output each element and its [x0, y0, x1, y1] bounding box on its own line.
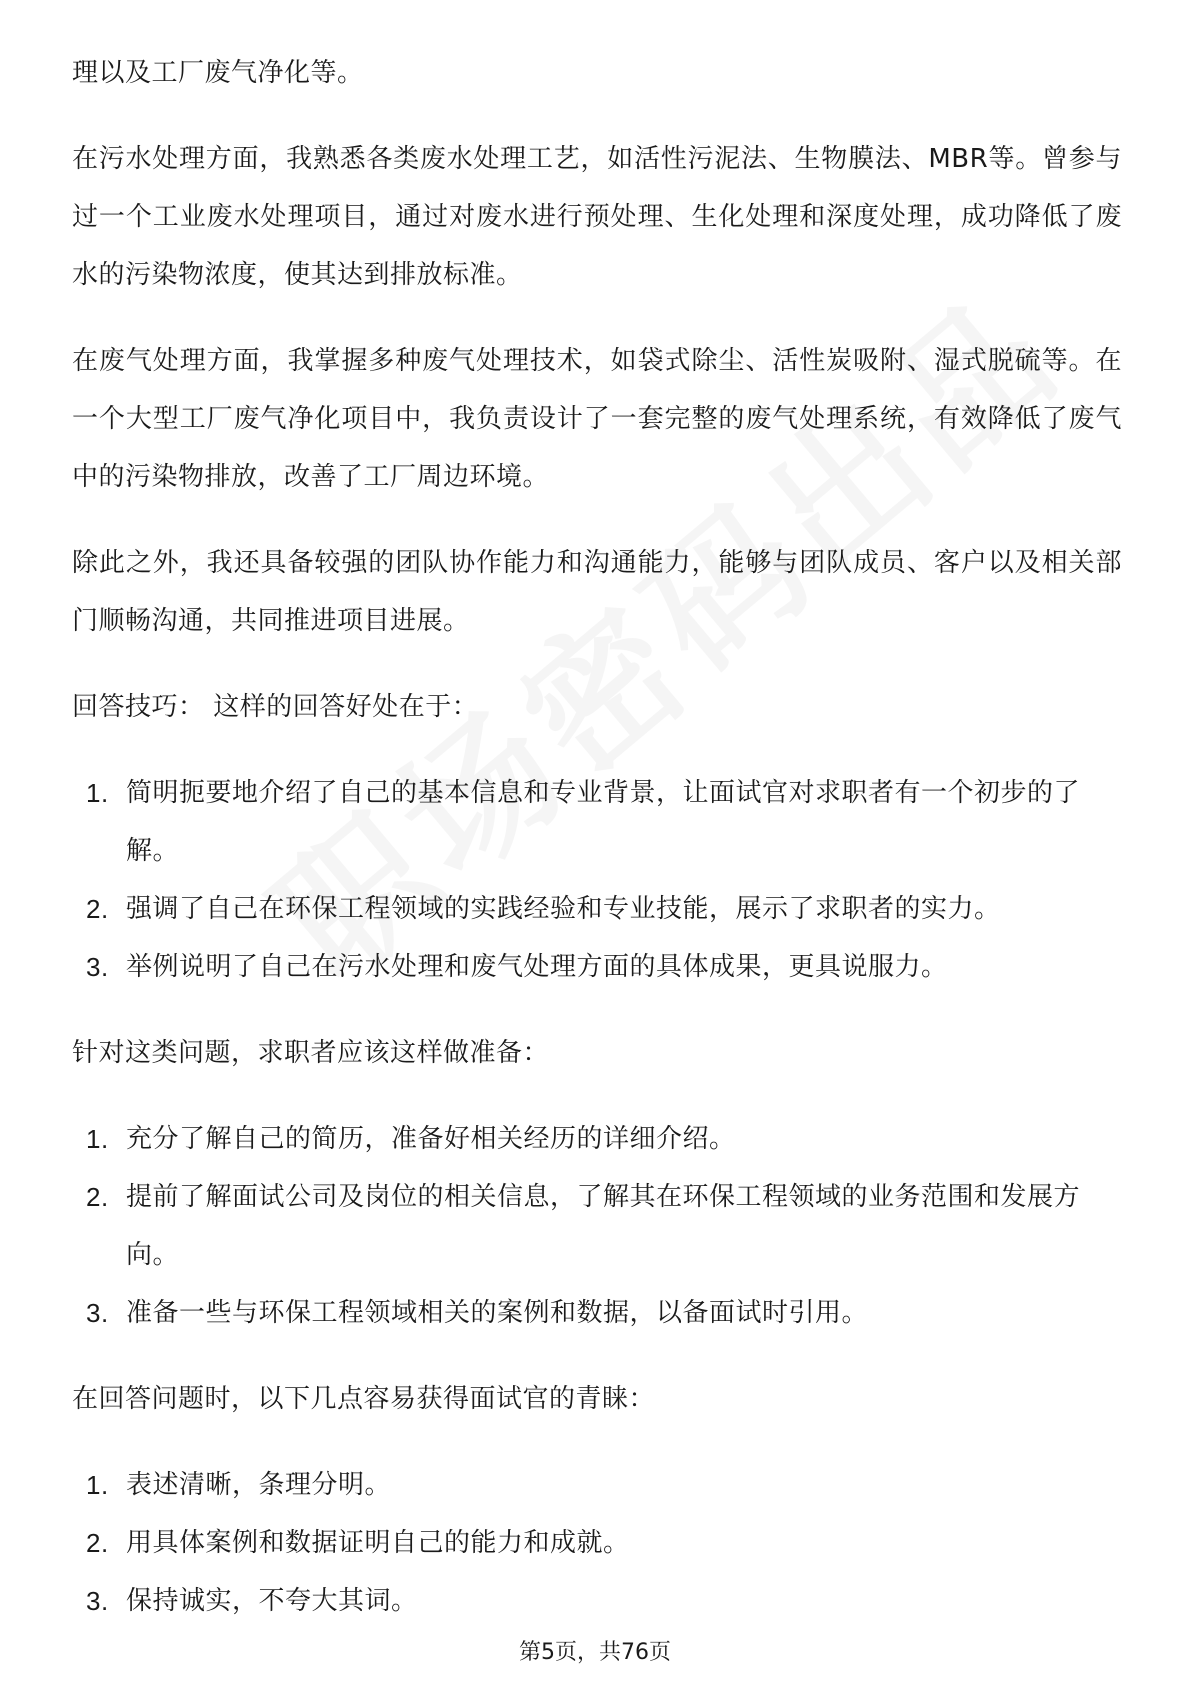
list-item [72, 1168, 1122, 1284]
list-item-text: 表述清晰，条理分明。 [126, 1470, 392, 1500]
paragraph-intro-tail: 理以及工厂废气净化等。 [72, 58, 364, 88]
list-item-text: 简明扼要地介绍了自己的基本信息和专业背景，让面试官对求职者有一个初步的了解。 [126, 778, 1081, 866]
list-item-text: 强调了自己在环保工程领域的实践经验和专业技能，展示了求职者的实力。 [126, 894, 1001, 924]
list-number: 2. [86, 894, 109, 924]
paragraph-wastewater: 在污水处理方面，我熟悉各类废水处理工艺，如活性污泥法、生物膜法、MBR等。曾参与过一个工业废水处理项目，通过对废水进行预处理、生化处理和深度处理，成功降低了废水的污染物浓度，使其达到排放标准。 [72, 144, 1122, 290]
list-number: 1. [86, 778, 109, 808]
list-item-text: 准备一些与环保工程领域相关的案例和数据，以备面试时引用。 [126, 1298, 869, 1328]
list-item [72, 1514, 1122, 1572]
favorable-points-list [72, 1456, 1122, 1630]
heading-favorable-points: 在回答问题时，以下几点容易获得面试官的青睐： [72, 1384, 656, 1414]
list-item [72, 1110, 1122, 1168]
list-item [72, 880, 1122, 938]
list-number: 3. [86, 1298, 109, 1328]
list-item [72, 764, 1122, 880]
list-item [72, 1456, 1122, 1514]
list-item [72, 1572, 1122, 1630]
list-number: 1. [86, 1124, 109, 1154]
list-item [72, 1284, 1122, 1342]
list-item-text: 举例说明了自己在污水处理和废气处理方面的具体成果，更具说服力。 [126, 952, 948, 982]
list-number: 2. [86, 1182, 109, 1212]
paragraph-teamwork: 除此之外，我还具备较强的团队协作能力和沟通能力，能够与团队成员、客户以及相关部门顺畅沟通，共同推进项目进展。 [72, 548, 1122, 636]
list-item [72, 938, 1122, 996]
heading-preparation: 针对这类问题，求职者应该这样做准备： [72, 1038, 550, 1068]
page-content [72, 44, 1122, 1630]
list-item-text: 提前了解面试公司及岗位的相关信息，了解其在环保工程领域的业务范围和发展方向。 [126, 1182, 1081, 1270]
list-number: 3. [86, 952, 109, 982]
list-number: 1. [86, 1470, 109, 1500]
paragraph-exhaust-gas: 在废气处理方面，我掌握多种废气处理技术，如袋式除尘、活性炭吸附、湿式脱硫等。在一个大型工厂废气净化项目中，我负责设计了一套完整的废气处理系统，有效降低了废气中的污染物排放，改善了工厂周边环境。 [72, 346, 1122, 492]
list-number: 2. [86, 1528, 109, 1558]
answer-tips-list [72, 764, 1122, 996]
page-number-footer: 第5页，共76页 [519, 1640, 671, 1665]
list-item-text: 保持诚实，不夸大其词。 [126, 1586, 418, 1616]
list-item-text: 用具体案例和数据证明自己的能力和成就。 [126, 1528, 630, 1558]
preparation-list [72, 1110, 1122, 1342]
list-item-text: 充分了解自己的简历，准备好相关经历的详细介绍。 [126, 1124, 736, 1154]
list-number: 3. [86, 1586, 109, 1616]
heading-answer-tips: 回答技巧： 这样的回答好处在于： [72, 692, 479, 722]
